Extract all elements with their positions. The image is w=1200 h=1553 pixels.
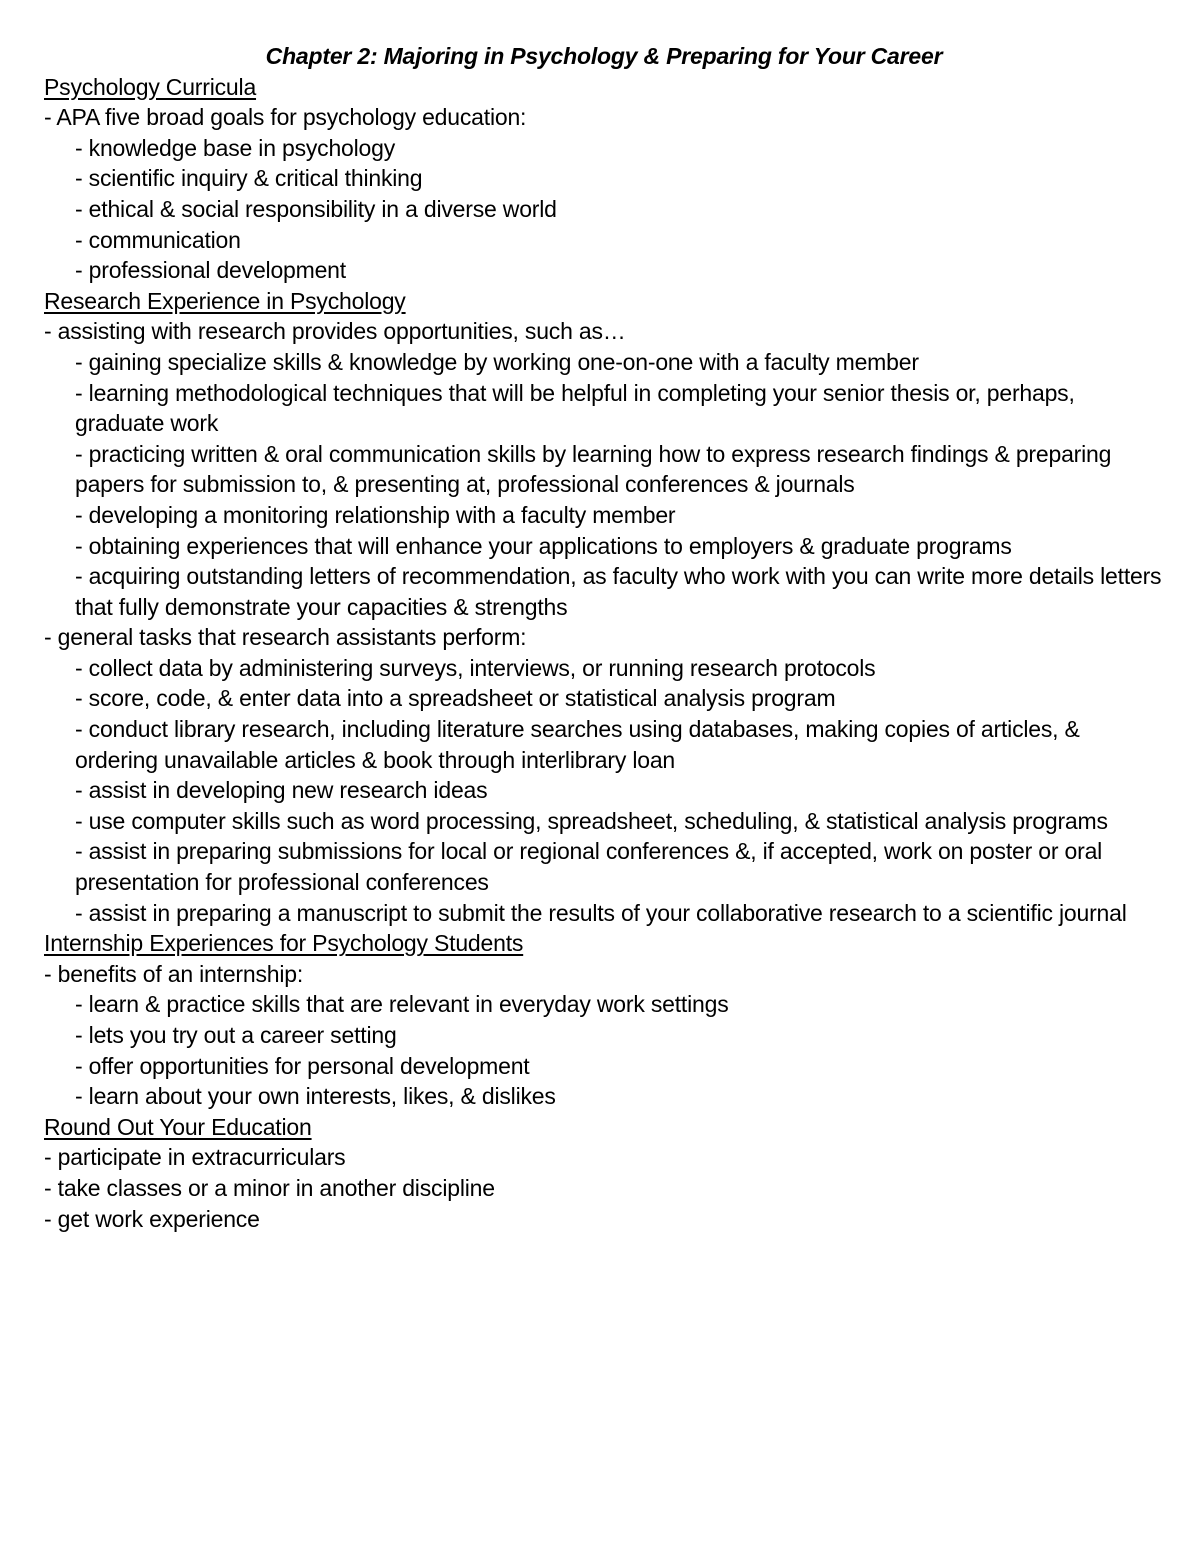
list-item: - acquiring outstanding letters of recommendation, as faculty who work with you can write more details letters that fully demonstrate your capacities & strengths: [44, 561, 1164, 622]
section-psychology-curricula: [44, 72, 1164, 286]
list-item: - learn about your own interests, likes, & dislikes: [44, 1081, 1164, 1112]
section-heading: Research Experience in Psychology: [44, 287, 406, 314]
bullet-list: [44, 1142, 1164, 1234]
list-item: - assisting with research provides opportunities, such as…: [44, 316, 1164, 347]
section-heading: Round Out Your Education: [44, 1113, 312, 1140]
list-item: - communication: [44, 225, 1164, 256]
list-item: - APA five broad goals for psychology education:: [44, 102, 1164, 133]
section-heading: Psychology Curricula: [44, 73, 257, 100]
list-item: - offer opportunities for personal development: [44, 1051, 1164, 1082]
list-item: - assist in preparing submissions for local or regional conferences &, if accepted, work on poster or oral presentation for professional conferences: [44, 836, 1164, 897]
section-heading: Internship Experiences for Psychology Students: [44, 930, 524, 957]
document-title: Chapter 2: Majoring in Psychology & Preparing for Your Career: [265, 43, 943, 69]
list-item: - obtaining experiences that will enhance your applications to employers & graduate programs: [44, 531, 1164, 562]
list-item: - ethical & social responsibility in a diverse world: [44, 194, 1164, 225]
list-item: - participate in extracurriculars: [44, 1142, 1164, 1173]
list-item: - developing a monitoring relationship with a faculty member: [44, 500, 1164, 531]
list-item: - take classes or a minor in another discipline: [44, 1173, 1164, 1204]
bullet-list: [44, 102, 1164, 286]
list-item: - conduct library research, including literature searches using databases, making copies of articles, & ordering unavailable articles & book through interlibrary loan: [44, 714, 1164, 775]
list-item: - professional development: [44, 255, 1164, 286]
list-item: - collect data by administering surveys, interviews, or running research protocols: [44, 653, 1164, 684]
section-round-out-education: [44, 1112, 1164, 1234]
bullet-list: [44, 959, 1164, 1112]
list-item: - assist in developing new research ideas: [44, 775, 1164, 806]
list-item: - practicing written & oral communication skills by learning how to express research findings & preparing papers for submission to, & presenting at, professional conferences & journals: [44, 439, 1164, 500]
list-item: - gaining specialize skills & knowledge by working one-on-one with a faculty member: [44, 347, 1164, 378]
list-item: - learning methodological techniques that will be helpful in completing your senior thesis or, perhaps, graduate work: [44, 378, 1164, 439]
list-item: - scientific inquiry & critical thinking: [44, 163, 1164, 194]
list-item: - use computer skills such as word processing, spreadsheet, scheduling, & statistical analysis programs: [44, 806, 1164, 837]
bullet-list: [44, 316, 1164, 928]
list-item: - general tasks that research assistants perform:: [44, 622, 1164, 653]
section-internship-experiences: [44, 928, 1164, 1112]
list-item: - knowledge base in psychology: [44, 133, 1164, 164]
list-item: - score, code, & enter data into a spreadsheet or statistical analysis program: [44, 683, 1164, 714]
document-body: [44, 41, 1164, 1234]
list-item: - benefits of an internship:: [44, 959, 1164, 990]
section-research-experience: [44, 286, 1164, 928]
list-item: - get work experience: [44, 1204, 1164, 1235]
list-item: - lets you try out a career setting: [44, 1020, 1164, 1051]
list-item: - learn & practice skills that are relevant in everyday work settings: [44, 989, 1164, 1020]
list-item: - assist in preparing a manuscript to submit the results of your collaborative research to a scientific journal: [44, 898, 1164, 929]
